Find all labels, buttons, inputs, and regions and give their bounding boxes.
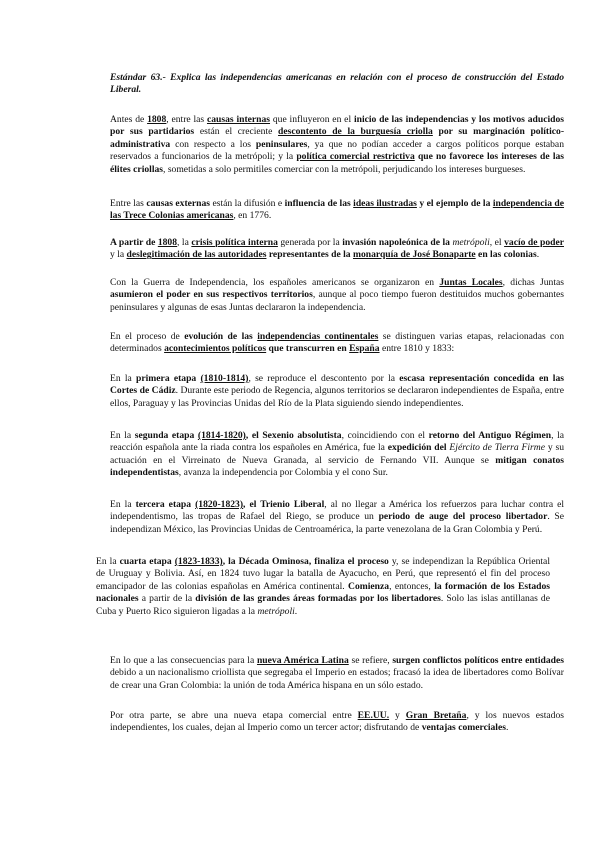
- text-span: se refiere,: [348, 655, 393, 666]
- text-span: En la: [110, 430, 135, 441]
- text-span: Comienza: [348, 580, 390, 592]
- text-span: En lo que a las consecuencias para la: [110, 655, 257, 666]
- text-span: que no favorece los intereses de las élites criollas: [110, 151, 565, 175]
- text-span: evolución de las: [184, 331, 258, 342]
- text-span: , ya que no podían acceder a cargos políticos porque estaban reservados a funcionarios de la metrópoli; y la: [110, 138, 564, 163]
- paragraph-commerce: [74, 710, 564, 735]
- text-span: retorno del Antiguo Régimen: [428, 430, 552, 441]
- text-span: división de las grandes áreas formadas por los libertadores: [195, 593, 441, 605]
- paragraph-fourth-stage: [74, 556, 550, 618]
- text-span: Antes de: [110, 114, 148, 125]
- text-span: En la: [110, 373, 137, 384]
- text-span: Gran Bretaña: [405, 710, 467, 721]
- text-span: acontecimientos políticos: [164, 343, 267, 355]
- text-span: , la: [177, 237, 192, 248]
- text-span: , coincidiendo con el: [341, 430, 429, 441]
- text-span: y el ejemplo de la: [416, 198, 493, 209]
- text-span: (1814-1820): [197, 430, 246, 441]
- text-span: deslegitimación de las autoridades: [126, 249, 267, 261]
- text-span: independencias continentales: [257, 331, 379, 342]
- text-span: representantes de la: [266, 249, 353, 261]
- text-span: , dichas Juntas: [502, 277, 565, 288]
- text-span: ideas ilustradas: [353, 198, 417, 209]
- text-span: periodo de auge del proceso libertador: [378, 511, 548, 523]
- paragraph-juntas: [74, 277, 564, 314]
- text-span: causas externas: [146, 198, 211, 209]
- text-span: invasión napoleónica de la: [342, 237, 453, 248]
- paragraph-first-stage: [74, 373, 564, 410]
- text-span: En la: [110, 499, 136, 510]
- text-span: vacío de poder: [504, 237, 564, 248]
- text-span: . Se independizan México, las Provincias Unidas de Centroamérica, la parte venezolana de la Gran Colombia y Perú.: [110, 511, 565, 535]
- text-span: , la Década Ominosa: [222, 556, 309, 567]
- text-span: entre 1810 y 1833:: [379, 343, 455, 355]
- text-span: Ejército de Tierra Firme: [449, 442, 545, 454]
- text-span: causas internas: [206, 114, 271, 125]
- text-span: , aunque al poco tiempo fueron destituidos muchos gobernantes peninsulares y algunas de esas Juntas declararon la independencia.: [110, 289, 564, 313]
- text-span: están la difusión e: [210, 198, 285, 209]
- text-span: , la reacción española ante la riada contra los españoles en América, fue la: [110, 430, 564, 454]
- text-span: ventajas comerciales: [421, 722, 506, 734]
- text-span: cuarta etapa: [119, 556, 172, 567]
- text-span: Con la Guerra de Independencia, los españoles americanos se organizaron en: [110, 277, 440, 288]
- text-span: , el: [489, 237, 505, 248]
- text-span: y la: [110, 249, 127, 261]
- text-span: .: [294, 605, 298, 617]
- text-span: se distinguen varias etapas, relacionadas con determinados: [110, 331, 564, 355]
- heading-text: Estándar 63.- Explica las independencias americanas en relación con el proceso de construcción del Estado Liberal.: [110, 72, 564, 96]
- text-span: escasa representación concedida en las Cortes de Cádiz: [110, 373, 564, 397]
- text-span: por su marginación político-administrativa: [110, 126, 565, 150]
- text-span: . Durante este periodo de Regencia, algunos territorios se declararon independientes de España, entre ellos, Paraguay y las Provincias Unidas del Río de la Plata siguiendo siendo independientes.: [110, 385, 564, 409]
- text-span: están el creciente: [194, 126, 279, 138]
- text-span: , finaliza el proceso: [308, 556, 389, 567]
- text-span: En el proceso de: [110, 331, 185, 342]
- text-span: política comercial restrictiva: [296, 151, 415, 163]
- text-span: EE.UU.: [357, 710, 390, 721]
- paragraph-consequences: [74, 655, 564, 692]
- text-span: España: [349, 343, 380, 355]
- text-span: y: [468, 114, 479, 125]
- text-span: con respecto a los: [170, 138, 256, 150]
- text-span: asumieron el poder en sus respectivos territorios: [110, 289, 313, 301]
- text-span: generada por la: [277, 237, 343, 248]
- text-span: . Solo las islas antillanas de Cuba y Puerto Rico siguieron ligadas a la: [96, 593, 550, 617]
- text-span: .: [536, 249, 540, 261]
- text-span: que influyeron en el: [270, 114, 354, 125]
- text-span: tercera etapa: [135, 499, 192, 510]
- text-span: a partir de la: [138, 593, 196, 605]
- text-span: metrópoli: [452, 237, 490, 248]
- paragraph-external-causes: [74, 198, 564, 223]
- text-span: la formación de los Estados nacionales: [96, 580, 550, 605]
- text-span: , sometidas a solo permitiles comerciar con la metrópoli, perjudicando los intereses burgueses.: [163, 163, 526, 175]
- text-span: A partir de: [110, 237, 158, 248]
- text-span: metrópoli: [257, 605, 295, 617]
- paragraph-third-stage: [74, 499, 564, 536]
- text-span: segunda etapa: [134, 430, 195, 441]
- text-span: Juntas Locales: [439, 277, 503, 288]
- text-span: , se reproduce el descontento por la: [248, 373, 400, 384]
- text-span: en: [337, 343, 350, 355]
- text-span: , avanza la independencia por Colombia y el cono Sur.: [178, 467, 388, 479]
- text-span: independencia de las Trece Colonias americanas: [110, 198, 565, 222]
- paragraph-evolution: [74, 331, 564, 356]
- text-span: y su actuación en el Virreinato de Nueva Granada, al servicio de Fernando VII. Aunque se: [110, 442, 564, 466]
- paragraph-internal-causes: [74, 114, 564, 176]
- text-span: En la: [96, 556, 120, 567]
- text-span: , el Trienio Liberal: [243, 499, 325, 510]
- text-span: crisis política interna: [191, 237, 278, 248]
- text-span: mitigan conatos independentistas: [110, 454, 564, 479]
- paragraph-political-crisis: [74, 237, 564, 262]
- text-span: Entre las: [110, 198, 147, 209]
- text-span: en las colonias: [475, 249, 537, 261]
- text-span: primera etapa: [136, 373, 197, 384]
- text-span: .: [505, 722, 509, 734]
- text-span: , entonces,: [389, 580, 435, 592]
- text-span: (1823-1833): [174, 556, 223, 567]
- text-span: (1820-1823): [195, 499, 244, 510]
- text-span: influencia de las: [284, 198, 354, 209]
- text-span: y: [389, 710, 406, 721]
- heading-paragraph: [74, 72, 564, 97]
- text-span: nueva América Latina: [256, 655, 349, 666]
- text-span: , el Sexenio absolutista: [245, 430, 342, 441]
- text-span: , entre las: [166, 114, 207, 125]
- paragraph-second-stage: [74, 430, 564, 480]
- text-span: expedición del: [387, 442, 447, 454]
- text-span: y, se independizan la República Oriental de Uruguay y Bolivia. Así, en 1824 tuvo lugar la batalla de Ayacucho, en Perú, que representó el fin del proceso emancipador de las colonias españolas en América continental.: [96, 556, 550, 592]
- text-span: inicio de las independencias: [353, 114, 469, 125]
- text-span: 1808: [157, 237, 178, 248]
- text-span: debido a un nacionalismo criollista que segregaba el Imperio en estados; fracasó la idea de libertadores como Bolívar de crear una Gran Colombia: la unión de toda América hispana en un sólo estado.: [110, 667, 564, 691]
- text-span: 1808: [147, 114, 167, 125]
- text-span: , en 1776.: [233, 210, 272, 222]
- text-span: peninsulares: [255, 138, 308, 150]
- text-span: (1810-1814): [200, 373, 249, 384]
- text-span: monarquía de José Bonaparte: [352, 249, 476, 261]
- text-span: surgen conflictos políticos entre entidades: [392, 655, 564, 666]
- text-span: descontento de la burguesía criolla: [278, 126, 433, 138]
- text-span: que transcurren: [266, 343, 338, 355]
- text-span: los motivos aducidos por sus partidarios: [110, 114, 564, 138]
- text-span: , al no llegar a América los refuerzos para luchar contra el independentismo, las tropas de Rafael del Riego, se produce un: [110, 499, 564, 523]
- text-span: , y los nuevos estados independientes, los cuales, dejan al Imperio como un tercer actor; disfrutando de: [110, 710, 564, 734]
- text-span: Por otra parte, se abre una nueva etapa comercial entre: [110, 710, 358, 721]
